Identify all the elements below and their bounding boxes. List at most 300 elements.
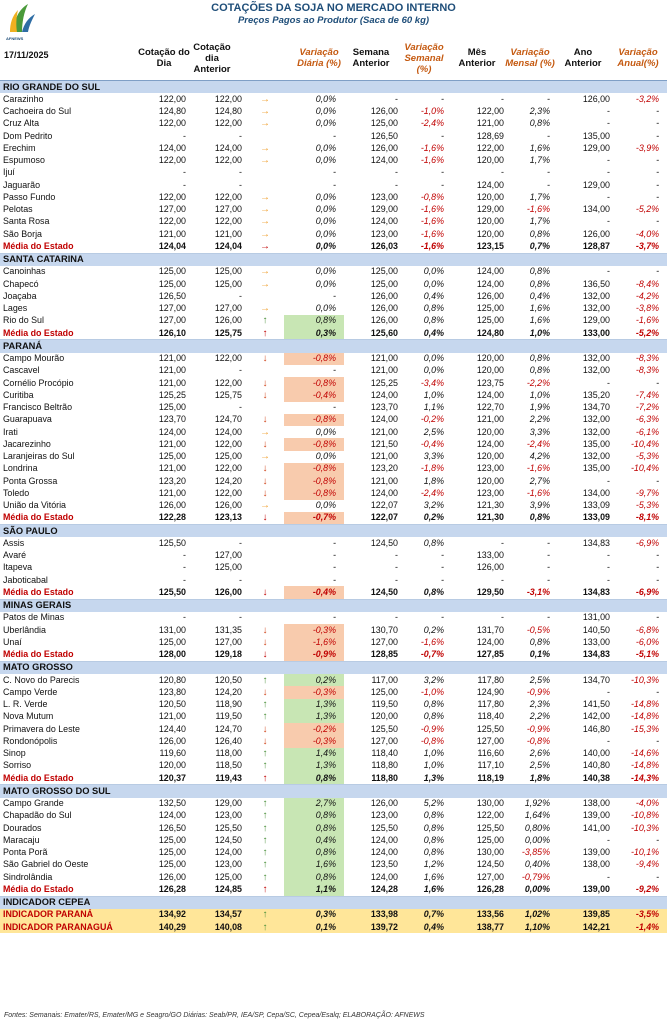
mes-anterior: 117,80 — [477, 699, 504, 710]
up-arrow-icon: ↑ — [262, 810, 268, 822]
table-row — [0, 550, 667, 562]
down-arrow-icon: ↓ — [262, 636, 268, 648]
section-header — [0, 896, 667, 909]
variacao-diaria: 0,0% — [315, 204, 336, 215]
cotacao-dia: 126,50 — [158, 822, 186, 833]
mes-anterior: 124,00 — [476, 389, 504, 400]
variacao-semanal: 3,2% — [423, 500, 444, 511]
cotacao-dia: - — [183, 179, 186, 190]
table-row — [0, 142, 667, 154]
variacao-semanal: - — [441, 167, 444, 178]
cotacao-anterior: 123,00 — [214, 859, 242, 870]
mes-anterior: - — [501, 167, 504, 178]
ano-anterior: 134,83 — [558, 586, 614, 599]
prices-table-body — [0, 81, 667, 934]
city-name: Rio do Sul — [3, 315, 44, 326]
mes-anterior: - — [501, 574, 504, 585]
mes-anterior: 125,00 — [476, 303, 504, 314]
variacao-mensal: 0,8% — [508, 512, 558, 525]
variacao-mensal: 0,40% — [524, 859, 550, 870]
down-arrow-icon: ↓ — [262, 735, 268, 747]
cotacao-anterior: 140,08 — [190, 921, 246, 933]
variacao-semanal: -1,6% — [420, 216, 444, 227]
cotacao-dia: 125,00 — [158, 278, 186, 289]
up-arrow-icon: ↑ — [262, 674, 268, 686]
mes-anterior: 124,00 — [476, 179, 504, 190]
variacao-mensal: - — [547, 612, 550, 623]
semana-anterior: 126,00 — [370, 142, 398, 153]
city-name: Campo Grande — [3, 798, 64, 809]
variacao-diaria: 0,2% — [284, 674, 344, 686]
right-arrow-icon: → — [260, 118, 270, 130]
cotacao-dia: 124,00 — [158, 426, 186, 437]
city-name: Francisco Beltrão — [3, 402, 73, 413]
variacao-anual: -4,2% — [635, 290, 660, 301]
cotacao-anterior: 122,00 — [214, 216, 242, 227]
variacao-mensal: -1,6% — [526, 487, 550, 498]
city-name: Cascavel — [3, 365, 40, 376]
variacao-diaria: - — [333, 130, 336, 141]
variacao-mensal: -2,4% — [526, 438, 550, 449]
table-row — [0, 810, 667, 822]
semana-anterior: - — [395, 574, 398, 585]
semana-anterior: 125,50 — [370, 723, 398, 734]
variacao-semanal: 0,7% — [402, 909, 452, 921]
city-name: Jaboticabal — [3, 574, 48, 585]
city-name: Itapeva — [3, 562, 33, 573]
variacao-semanal: -1,0% — [420, 686, 444, 697]
trend-arrow — [246, 612, 284, 624]
variacao-mensal: 0,00% — [508, 883, 558, 896]
down-arrow-icon: ↓ — [262, 463, 268, 475]
variacao-semanal: -0,7% — [402, 649, 452, 662]
up-arrow-icon: ↑ — [246, 327, 284, 340]
city-name: Sinop — [3, 748, 26, 759]
variacao-anual: - — [656, 216, 660, 227]
semana-anterior: 128,85 — [344, 649, 402, 662]
ano-anterior: - — [607, 550, 610, 561]
variacao-diaria: 1,3% — [284, 711, 344, 723]
table-row — [0, 451, 667, 463]
cotacao-anterior: 122,00 — [214, 487, 242, 498]
variacao-anual: - — [656, 574, 660, 585]
city-name: Média do Estado — [0, 512, 134, 525]
variacao-semanal: 1,6% — [402, 883, 452, 896]
trend-arrow — [246, 130, 284, 142]
cotacao-dia: 132,50 — [158, 798, 186, 809]
ano-anterior: - — [607, 475, 610, 486]
city-name: INDICADOR PARANÁ — [0, 909, 134, 921]
variacao-semanal: -1,6% — [420, 155, 444, 166]
semana-anterior: 125,00 — [370, 278, 398, 289]
variacao-anual: - — [656, 834, 660, 845]
variacao-semanal: 0,8% — [423, 822, 444, 833]
mes-anterior: 121,30 — [476, 500, 504, 511]
ano-anterior: 141,00 — [582, 822, 610, 833]
ano-anterior: 134,83 — [558, 649, 614, 662]
ano-anterior: 132,00 — [582, 451, 610, 462]
variacao-mensal: 0,8% — [529, 353, 550, 364]
variacao-diaria: -0,8% — [284, 463, 344, 475]
prices-table — [0, 80, 667, 933]
city-name: Campo Mourão — [3, 353, 65, 364]
cotacao-anterior: 134,57 — [190, 909, 246, 921]
variacao-semanal: -1,6% — [402, 240, 452, 253]
table-row — [0, 228, 667, 240]
report-header — [0, 0, 667, 41]
semana-anterior: 124,00 — [370, 155, 398, 166]
variacao-mensal: - — [547, 550, 550, 561]
cotacao-dia: 121,00 — [158, 438, 186, 449]
variacao-semanal: -1,6% — [420, 204, 444, 215]
semana-anterior: 122,07 — [370, 500, 398, 511]
cotacao-dia: 127,00 — [158, 315, 186, 326]
cotacao-dia: 126,00 — [158, 871, 186, 882]
ano-anterior: 135,00 — [582, 438, 610, 449]
cotacao-anterior: - — [239, 167, 242, 178]
right-arrow-icon: → — [260, 155, 270, 167]
ano-anterior: - — [607, 118, 610, 129]
variacao-anual: -3,8% — [635, 303, 660, 314]
mes-anterior: 130,00 — [476, 798, 504, 809]
cotacao-dia: - — [183, 612, 186, 623]
variacao-anual: - — [656, 106, 660, 117]
variacao-mensal: 1,92% — [524, 798, 550, 809]
variacao-anual: - — [656, 155, 660, 166]
variacao-diaria: 0,0% — [315, 191, 336, 202]
variacao-semanal: 0,0% — [423, 353, 444, 364]
variacao-mensal: 1,9% — [529, 402, 550, 413]
mes-anterior: 120,00 — [476, 353, 504, 364]
variacao-semanal: 0,8% — [423, 711, 444, 722]
ano-anterior: 129,00 — [582, 179, 610, 190]
city-name: União da Vitória — [3, 500, 66, 511]
cotacao-anterior: 129,00 — [214, 798, 242, 809]
variacao-diaria: 0,8% — [284, 810, 344, 822]
semana-anterior: 125,25 — [370, 377, 398, 388]
cotacao-anterior: - — [239, 612, 242, 623]
city-name: Primavera do Leste — [3, 723, 80, 734]
variacao-anual: -10,1% — [630, 847, 660, 858]
section-header — [0, 253, 667, 266]
right-arrow-icon: → — [260, 106, 270, 118]
variacao-anual: - — [656, 118, 660, 129]
variacao-semanal: -3,4% — [420, 377, 444, 388]
variacao-diaria: 0,4% — [284, 834, 344, 846]
variacao-diaria: -0,8% — [284, 438, 344, 450]
down-arrow-icon: ↓ — [262, 353, 268, 365]
col-header-variacao-anual: Variação Anual(%) — [617, 47, 659, 69]
variacao-diaria: - — [333, 612, 336, 623]
mes-anterior: 120,00 — [476, 451, 504, 462]
semana-anterior: 124,00 — [370, 389, 398, 400]
cotacao-dia: 125,50 — [134, 586, 190, 599]
trend-arrow — [246, 537, 284, 549]
semana-anterior: 125,00 — [370, 118, 398, 129]
variacao-anual: -14,3% — [614, 772, 667, 785]
variacao-diaria: - — [333, 365, 336, 376]
variacao-anual: -3,7% — [614, 240, 667, 253]
variacao-mensal: 1,7% — [529, 155, 550, 166]
cotacao-dia: 121,00 — [158, 711, 186, 722]
state-average-row — [0, 512, 667, 525]
cotacao-dia: 125,00 — [158, 859, 186, 870]
up-arrow-icon: ↑ — [262, 699, 268, 711]
cotacao-anterior: 122,00 — [214, 118, 242, 129]
down-arrow-icon: ↓ — [262, 389, 268, 401]
page-subtitle: Preços Pagos ao Produtor (Saca de 60 kg) — [237, 15, 430, 26]
semana-anterior: 119,50 — [371, 699, 398, 710]
cotacao-anterior: 124,85 — [190, 883, 246, 896]
mes-anterior: - — [501, 537, 504, 548]
variacao-mensal: 1,0% — [529, 389, 550, 400]
variacao-anual: -9,7% — [635, 487, 660, 498]
semana-anterior: 121,00 — [370, 426, 398, 437]
cotacao-anterior: - — [239, 290, 242, 301]
cotacao-dia: 124,40 — [158, 723, 186, 734]
ano-anterior: 126,00 — [582, 93, 610, 104]
city-name: Santa Rosa — [3, 216, 50, 227]
variacao-mensal: 2,2% — [529, 711, 550, 722]
variacao-anual: -6,8% — [635, 624, 660, 635]
cotacao-dia: 122,00 — [158, 191, 186, 202]
variacao-diaria: 0,3% — [284, 909, 344, 921]
variacao-mensal: 0,7% — [508, 240, 558, 253]
mes-anterior: 124,00 — [476, 636, 504, 647]
city-name: Assis — [3, 537, 25, 548]
variacao-anual: -10,4% — [630, 463, 660, 474]
table-row — [0, 426, 667, 438]
cotacao-anterior: 118,90 — [215, 699, 242, 710]
semana-anterior: 123,50 — [370, 859, 398, 870]
variacao-anual: -5,2% — [614, 327, 667, 340]
variacao-semanal: 0,2% — [402, 512, 452, 525]
trend-arrow — [246, 574, 284, 586]
variacao-semanal: -1,6% — [420, 228, 444, 239]
ano-anterior: 134,00 — [582, 204, 610, 215]
cotacao-dia: 119,60 — [159, 748, 186, 759]
variacao-mensal: 2,3% — [529, 106, 550, 117]
semana-anterior: 121,50 — [370, 438, 398, 449]
variacao-semanal: 1,3% — [402, 772, 452, 785]
variacao-semanal: -0,4% — [420, 438, 444, 449]
cotacao-anterior: 126,00 — [214, 315, 242, 326]
cotacao-dia: 128,00 — [134, 649, 190, 662]
city-name: Rondonópolis — [3, 735, 58, 746]
city-name: Irati — [3, 426, 18, 437]
ano-anterior: 139,00 — [582, 810, 610, 821]
variacao-diaria: 2,7% — [284, 798, 344, 810]
cotacao-anterior: 127,00 — [214, 550, 242, 561]
cotacao-anterior: 122,00 — [214, 463, 242, 474]
table-row — [0, 723, 667, 735]
variacao-diaria: -1,6% — [284, 636, 344, 648]
variacao-semanal: -1,8% — [420, 463, 444, 474]
variacao-mensal: - — [547, 562, 550, 573]
cotacao-dia: 122,00 — [158, 93, 186, 104]
city-name: Londrina — [3, 463, 38, 474]
cotacao-dia: 123,20 — [158, 475, 186, 486]
mes-anterior: 123,75 — [476, 377, 504, 388]
semana-anterior: 118,40 — [371, 748, 398, 759]
variacao-diaria: 1,6% — [284, 859, 344, 871]
variacao-anual: - — [656, 562, 660, 573]
city-name: Ijuí — [3, 167, 15, 178]
cotacao-anterior: 119,43 — [190, 772, 246, 785]
up-arrow-icon: ↑ — [262, 871, 268, 883]
ano-anterior: - — [607, 167, 610, 178]
cotacao-dia: 121,00 — [158, 377, 186, 388]
table-row — [0, 414, 667, 426]
ano-anterior: 140,80 — [582, 760, 610, 771]
city-name: Pelotas — [3, 204, 33, 215]
variacao-anual: -6,1% — [635, 426, 660, 437]
cotacao-dia: - — [183, 550, 186, 561]
cotacao-dia: 125,00 — [158, 402, 186, 413]
cotacao-anterior: 120,50 — [214, 674, 242, 685]
variacao-mensal: 0,8% — [529, 118, 550, 129]
variacao-semanal: -0,2% — [420, 414, 444, 425]
table-row — [0, 106, 667, 118]
table-row — [0, 167, 667, 179]
variacao-anual: -10,8% — [630, 810, 660, 821]
variacao-diaria: - — [333, 290, 336, 301]
variacao-mensal: 0,8% — [529, 228, 550, 239]
variacao-diaria: 0,8% — [284, 871, 344, 883]
variacao-anual: -4,0% — [635, 228, 660, 239]
ano-anterior: 133,09 — [582, 500, 610, 511]
table-row — [0, 847, 667, 859]
city-name: Maracaju — [3, 834, 40, 845]
mes-anterior: 125,00 — [476, 834, 504, 845]
down-arrow-icon: ↓ — [262, 438, 268, 450]
variacao-anual: -5,3% — [635, 451, 660, 462]
table-row — [0, 636, 667, 648]
cotacao-dia: 124,80 — [158, 106, 186, 117]
semana-anterior: - — [395, 179, 398, 190]
mes-anterior: 123,00 — [476, 463, 504, 474]
variacao-anual: - — [656, 475, 660, 486]
semana-anterior: - — [395, 93, 398, 104]
semana-anterior: 125,00 — [370, 686, 398, 697]
variacao-semanal: 1,2% — [423, 859, 444, 870]
semana-anterior: 123,00 — [370, 228, 398, 239]
table-row — [0, 624, 667, 636]
ano-anterior: 138,00 — [582, 859, 610, 870]
ano-anterior: 131,00 — [582, 612, 610, 623]
variacao-diaria: -0,3% — [284, 686, 344, 698]
mes-anterior: 127,00 — [476, 871, 504, 882]
variacao-mensal: 2,5% — [529, 760, 550, 771]
semana-anterior: 125,60 — [344, 327, 402, 340]
semana-anterior: - — [395, 550, 398, 561]
down-arrow-icon: ↓ — [262, 686, 268, 698]
variacao-mensal: -3,1% — [508, 586, 558, 599]
table-row — [0, 155, 667, 167]
city-name: Média do Estado — [0, 772, 134, 785]
semana-anterior: 126,00 — [370, 290, 398, 301]
col-header-mes-anterior: Mês Anterior — [458, 47, 496, 69]
ano-anterior: 140,38 — [558, 772, 614, 785]
cotacao-dia: 124,00 — [158, 810, 186, 821]
down-arrow-icon: ↓ — [246, 512, 284, 525]
right-arrow-icon: → — [260, 93, 270, 105]
variacao-mensal: 1,6% — [529, 142, 550, 153]
trend-arrow — [246, 290, 284, 302]
variacao-anual: -15,3% — [630, 723, 660, 734]
table-row — [0, 612, 667, 624]
variacao-mensal: 0,8% — [529, 278, 550, 289]
variacao-anual: -6,3% — [635, 414, 660, 425]
right-arrow-icon: → — [260, 204, 270, 216]
down-arrow-icon: ↓ — [246, 649, 284, 662]
cotacao-anterior: 125,75 — [190, 327, 246, 340]
right-arrow-icon: → — [260, 191, 270, 203]
variacao-diaria: - — [333, 550, 336, 561]
section-title: SÃO PAULO — [0, 525, 667, 538]
variacao-semanal: 0,8% — [402, 586, 452, 599]
state-average-row — [0, 883, 667, 896]
variacao-anual: -5,1% — [614, 649, 667, 662]
state-average-row — [0, 327, 667, 340]
mes-anterior: 120,00 — [476, 216, 504, 227]
mes-anterior: 131,70 — [476, 624, 504, 635]
cotacao-dia: 122,00 — [158, 118, 186, 129]
cotacao-anterior: 126,00 — [214, 500, 242, 511]
city-name: Média do Estado — [0, 649, 134, 662]
semana-anterior: 124,00 — [370, 216, 398, 227]
variacao-anual: -7,2% — [635, 402, 660, 413]
variacao-anual: -14,8% — [630, 699, 660, 710]
variacao-mensal: - — [547, 537, 550, 548]
ano-anterior: 139,00 — [558, 883, 614, 896]
table-row — [0, 191, 667, 203]
section-header — [0, 785, 667, 798]
variacao-anual: - — [656, 377, 660, 388]
cotacao-anterior: 125,75 — [214, 389, 242, 400]
right-arrow-icon: → — [260, 426, 270, 438]
section-title: INDICADOR CEPEA — [0, 896, 667, 909]
city-name: Unaí — [3, 636, 22, 647]
mes-anterior: 138,77 — [452, 921, 508, 933]
section-title: MATO GROSSO DO SUL — [0, 785, 667, 798]
mes-anterior: 118,19 — [452, 772, 508, 785]
city-name: Passo Fundo — [3, 191, 56, 202]
variacao-semanal: 1,0% — [423, 389, 444, 400]
variacao-semanal: 2,5% — [423, 426, 444, 437]
cotacao-dia: 126,10 — [134, 327, 190, 340]
variacao-diaria: 0,0% — [315, 228, 336, 239]
variacao-semanal: 0,2% — [423, 624, 444, 635]
mes-anterior: 120,00 — [476, 475, 504, 486]
mes-anterior: 125,00 — [476, 315, 504, 326]
mes-anterior: 126,00 — [476, 562, 504, 573]
sources-footer: Fontes: Semanais: Emater/RS, Emater/MG e Seagro/GO Diárias: Seab/PR, IEA/SP, Cepa/SC, Cepea/Esalq; ELABORAÇÃO: AFNEWS — [4, 1012, 425, 1019]
variacao-diaria: 0,0% — [315, 216, 336, 227]
mes-anterior: 124,80 — [452, 327, 508, 340]
city-name: Jacarezinho — [3, 438, 51, 449]
semana-anterior: 127,00 — [370, 636, 398, 647]
logo-text: AFNEWS — [6, 36, 24, 41]
table-row — [0, 686, 667, 698]
cotacao-dia: - — [183, 562, 186, 573]
cotacao-anterior: 123,00 — [214, 810, 242, 821]
variacao-mensal: - — [547, 179, 550, 190]
variacao-mensal: -0,9% — [526, 686, 550, 697]
state-average-row — [0, 772, 667, 785]
variacao-diaria: 1,1% — [284, 883, 344, 896]
city-name: Joaçaba — [3, 290, 37, 301]
